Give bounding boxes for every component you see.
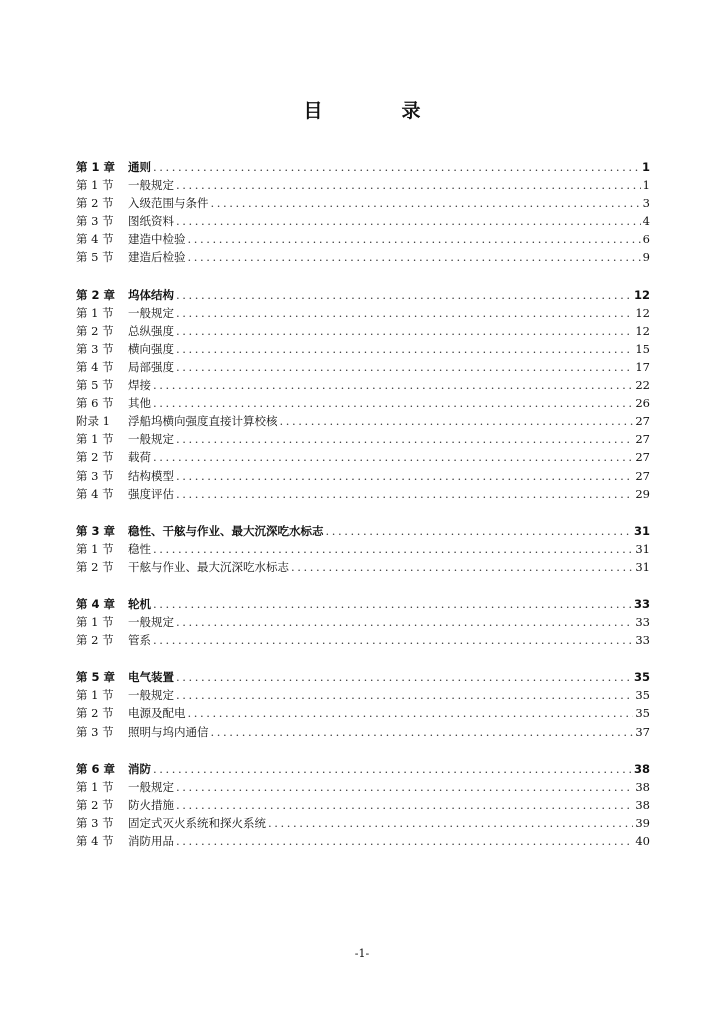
toc-entry-page: 39 — [635, 815, 650, 830]
toc-entry-page: 37 — [635, 724, 650, 739]
toc-section-entry[interactable] — [76, 704, 650, 722]
toc-entry-number: 第 1 章 — [76, 160, 116, 174]
toc-chapter-block — [76, 760, 650, 850]
toc-dot-leader — [153, 376, 633, 394]
toc-dot-leader — [176, 286, 632, 304]
toc-section-entry[interactable] — [76, 412, 650, 430]
toc-entry-number: 第 2 章 — [76, 287, 116, 302]
toc-dot-leader — [176, 430, 633, 448]
toc-section-entry[interactable] — [76, 558, 650, 576]
toc-dot-leader — [176, 485, 633, 503]
toc-entry-page: 33 — [635, 615, 650, 630]
toc-entry-page: 33 — [635, 633, 650, 648]
toc-dot-leader — [153, 394, 633, 412]
toc-section-entry[interactable] — [76, 358, 650, 376]
toc-dot-leader — [188, 248, 641, 266]
toc-section-entry[interactable] — [76, 631, 650, 649]
toc-entry-number: 第 2 节 — [76, 797, 114, 812]
toc-entry-title: 消防 — [128, 761, 151, 776]
toc-entry-title: 管系 — [128, 633, 151, 648]
toc-entry-page: 9 — [642, 250, 650, 265]
toc-entry-number: 第 4 章 — [76, 596, 116, 611]
toc-dot-leader — [176, 212, 641, 230]
toc-dot-leader — [176, 176, 641, 194]
toc-chapter-block — [76, 668, 650, 740]
toc-entry-number: 第 1 节 — [76, 541, 114, 556]
toc-entry-title: 局部强度 — [128, 359, 174, 374]
toc-dot-leader — [176, 340, 633, 358]
toc-chapter-block — [76, 595, 650, 649]
toc-dot-leader — [176, 668, 632, 686]
toc-entry-title: 电气装置 — [128, 670, 174, 685]
toc-entry-title: 稳性 — [128, 541, 151, 556]
toc-entry-title: 一般规定 — [128, 779, 174, 794]
toc-entry-page: 29 — [635, 486, 650, 501]
toc-chapter-entry[interactable] — [76, 760, 650, 778]
toc-entry-title: 防火措施 — [128, 797, 174, 812]
toc-dot-leader — [326, 522, 632, 540]
toc-dot-leader — [153, 448, 633, 466]
toc-entry-number: 第 2 节 — [76, 450, 114, 465]
toc-section-entry[interactable] — [76, 448, 650, 466]
toc-section-entry[interactable] — [76, 394, 650, 412]
toc-dot-leader — [153, 540, 633, 558]
toc-entry-title: 一般规定 — [128, 178, 174, 193]
toc-entry-title: 焊接 — [128, 378, 151, 393]
toc-entry-number: 第 1 节 — [76, 779, 114, 794]
toc-entry-number: 第 1 节 — [76, 305, 114, 320]
toc-entry-page: 26 — [635, 396, 650, 411]
toc-entry-page: 12 — [633, 287, 650, 302]
toc-entry-number: 第 2 节 — [76, 196, 114, 211]
toc-section-entry[interactable] — [76, 340, 650, 358]
toc-entry-page: 22 — [635, 378, 650, 393]
toc-dot-leader — [291, 558, 633, 576]
toc-entry-page: 40 — [635, 834, 650, 848]
toc-entry-title: 载荷 — [128, 450, 151, 465]
toc-entry-title: 图纸资料 — [128, 214, 174, 229]
toc-entry-page: 12 — [635, 323, 650, 338]
toc-entry-title: 一般规定 — [128, 432, 174, 447]
toc-entry-page: 27 — [635, 468, 650, 483]
toc-dot-leader — [153, 595, 632, 613]
toc-dot-leader — [176, 322, 633, 340]
toc-entry-number: 第 3 节 — [76, 724, 114, 739]
toc-entry-page: 3 — [642, 196, 650, 211]
toc-entry-number: 第 5 节 — [76, 378, 114, 393]
toc-section-entry[interactable] — [76, 613, 650, 631]
toc-entry-title: 建造后检验 — [128, 250, 186, 265]
toc-section-entry[interactable] — [76, 212, 650, 230]
toc-entry-number: 第 6 章 — [76, 761, 116, 776]
toc-entry-title: 照明与坞内通信 — [128, 724, 209, 739]
toc-entry-page: 4 — [642, 214, 650, 229]
toc-entry-number: 第 2 节 — [76, 706, 114, 721]
toc-entry-page: 15 — [635, 341, 650, 356]
toc-entry-page: 38 — [635, 779, 650, 794]
toc-dot-leader — [153, 631, 633, 649]
toc-entry-title: 电源及配电 — [128, 706, 186, 721]
toc-entry-page: 31 — [635, 559, 650, 574]
toc-entry-number: 第 4 节 — [76, 359, 114, 374]
toc-entry-number: 第 2 节 — [76, 633, 114, 648]
toc-dot-leader — [211, 194, 641, 212]
toc-entry-number: 第 1 节 — [76, 178, 114, 193]
toc-dot-leader — [176, 358, 633, 376]
toc-entry-number: 第 5 章 — [76, 670, 116, 685]
toc-section-entry[interactable] — [76, 540, 650, 558]
toc-dot-leader — [188, 704, 634, 722]
toc-entry-title: 一般规定 — [128, 305, 174, 320]
toc-entry-number: 第 6 节 — [76, 396, 114, 411]
toc-section-entry[interactable] — [76, 467, 650, 485]
toc-entry-number: 第 3 节 — [76, 214, 114, 229]
toc-dot-leader — [176, 686, 633, 704]
toc-entry-page: 6 — [642, 232, 650, 247]
toc-entry-title: 浮船坞横向强度直接计算校核 — [128, 414, 278, 429]
toc-entry-page: 38 — [635, 797, 650, 812]
toc-entry-number: 第 3 节 — [76, 815, 114, 830]
toc-dot-leader — [153, 760, 632, 778]
toc-entry-title: 强度评估 — [128, 486, 174, 501]
toc-section-entry[interactable] — [76, 248, 650, 266]
toc-section-entry[interactable] — [76, 832, 650, 850]
toc-section-entry[interactable] — [76, 723, 650, 741]
toc-entry-title: 通则 — [128, 160, 151, 174]
toc-entry-title: 建造中检验 — [128, 232, 186, 247]
page-number: -1- — [354, 947, 370, 960]
toc-chapter-block — [76, 158, 650, 267]
toc-section-entry[interactable] — [76, 230, 650, 248]
toc-entry-page: 1 — [642, 178, 650, 193]
toc-entry-page: 17 — [635, 359, 650, 374]
toc-entry-title: 其他 — [128, 396, 151, 411]
toc-section-entry[interactable] — [76, 430, 650, 448]
toc-entry-number: 第 1 节 — [76, 432, 114, 447]
toc-entry-number: 第 3 章 — [76, 523, 116, 538]
toc-entry-number: 第 4 节 — [76, 232, 114, 247]
toc-section-entry[interactable] — [76, 485, 650, 503]
toc-entry-number: 第 3 节 — [76, 341, 114, 356]
toc-entry-number: 第 4 节 — [76, 486, 114, 501]
toc-section-entry[interactable] — [76, 686, 650, 704]
toc-entry-number: 第 1 节 — [76, 615, 114, 630]
toc-entry-number: 第 5 节 — [76, 250, 114, 265]
toc-entry-page: 27 — [635, 450, 650, 465]
toc-section-entry[interactable] — [76, 814, 650, 832]
toc-entry-title: 总纵强度 — [128, 323, 174, 338]
toc-chapter-entry[interactable] — [76, 595, 650, 613]
toc-entry-page: 27 — [635, 432, 650, 447]
toc-dot-leader — [176, 467, 633, 485]
toc-entry-number: 第 3 节 — [76, 468, 114, 483]
toc-dot-leader — [188, 230, 641, 248]
toc-section-entry[interactable] — [76, 194, 650, 212]
toc-entry-title: 固定式灭火系统和探火系统 — [128, 815, 266, 830]
toc-entry-page: 35 — [635, 688, 650, 703]
toc-entry-title: 消防用品 — [128, 834, 174, 848]
toc-dot-leader — [280, 412, 634, 430]
toc-entry-page: 12 — [635, 305, 650, 320]
toc-dot-leader — [176, 796, 633, 814]
toc-entry-title: 干舷与作业、最大沉深吃水标志 — [128, 559, 289, 574]
table-of-contents — [76, 158, 650, 869]
toc-entry-number: 第 1 节 — [76, 688, 114, 703]
toc-entry-title: 入级范围与条件 — [128, 196, 209, 211]
toc-entry-title: 一般规定 — [128, 615, 174, 630]
toc-chapter-entry[interactable] — [76, 158, 650, 176]
toc-chapter-entry[interactable] — [76, 522, 650, 540]
toc-chapter-block — [76, 522, 650, 576]
toc-section-entry[interactable] — [76, 322, 650, 340]
toc-section-entry[interactable] — [76, 778, 650, 796]
toc-entry-page: 35 — [635, 706, 650, 721]
toc-section-entry[interactable] — [76, 304, 650, 322]
toc-entry-title: 轮机 — [128, 596, 151, 611]
toc-chapter-block — [76, 286, 650, 503]
toc-section-entry[interactable] — [76, 376, 650, 394]
toc-entry-number: 附录 1 — [76, 414, 110, 429]
toc-dot-leader — [176, 304, 633, 322]
toc-entry-number: 第 4 节 — [76, 834, 114, 848]
toc-entry-page: 1 — [641, 160, 650, 174]
page-title: 目 录 — [303, 100, 451, 122]
toc-section-entry[interactable] — [76, 176, 650, 194]
toc-entry-title: 坞体结构 — [128, 287, 174, 302]
toc-section-entry[interactable] — [76, 796, 650, 814]
toc-entry-page: 31 — [635, 541, 650, 556]
toc-dot-leader — [176, 832, 633, 850]
toc-entry-title: 结构模型 — [128, 468, 174, 483]
toc-dot-leader — [176, 778, 633, 796]
toc-entry-title: 稳性、干舷与作业、最大沉深吃水标志 — [128, 523, 324, 538]
toc-entry-number: 第 2 节 — [76, 559, 114, 574]
toc-chapter-entry[interactable] — [76, 668, 650, 686]
toc-dot-leader — [268, 814, 633, 832]
toc-dot-leader — [153, 158, 640, 176]
toc-entry-page: 38 — [633, 761, 650, 776]
toc-entry-title: 一般规定 — [128, 688, 174, 703]
toc-dot-leader — [176, 613, 633, 631]
toc-entry-number: 第 2 节 — [76, 323, 114, 338]
toc-entry-page: 31 — [633, 523, 650, 538]
toc-entry-page: 35 — [633, 670, 650, 685]
toc-dot-leader — [211, 723, 634, 741]
toc-chapter-entry[interactable] — [76, 286, 650, 304]
toc-entry-title: 横向强度 — [128, 341, 174, 356]
toc-entry-page: 27 — [635, 414, 650, 429]
toc-entry-page: 33 — [633, 596, 650, 611]
